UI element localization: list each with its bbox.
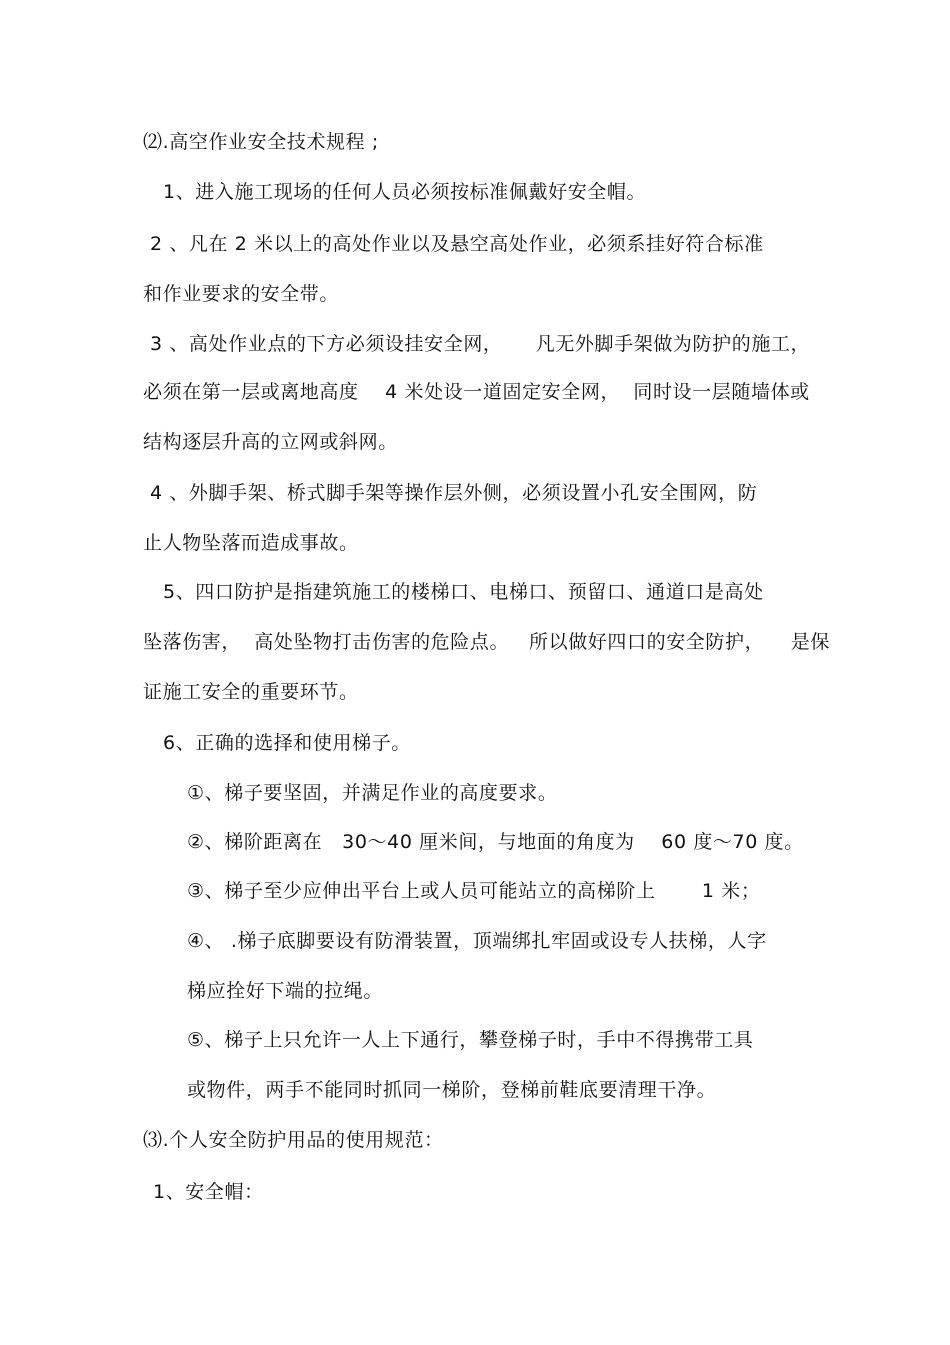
section-heading-2: ⑵.高空作业安全技术规程 ;	[143, 131, 379, 153]
ladder-rule-4-line-2: 梯应拴好下端的拉绳。	[187, 980, 384, 1002]
rule-item-5-line-1: 5、四口防护是指建筑施工的楼梯口、电梯口、预留口、通道口是高处	[163, 581, 764, 603]
rule-item-3-line-1: 3 、高处作业点的下方必须设挂安全网， 凡无外脚手架做为防护的施工，	[150, 333, 811, 355]
rule-item-5-line-3: 证施工安全的重要环节。	[143, 681, 359, 703]
rule-item-6: 6、正确的选择和使用梯子。	[163, 732, 411, 754]
rule-item-4-line-1: 4 、外脚手架、桥式脚手架等操作层外侧，必须设置小孔安全围网，防	[150, 482, 758, 504]
rule-item-2-line-1: 2 、凡在 2 米以上的高处作业以及悬空高处作业，必须系挂好符合标准	[150, 233, 764, 255]
rule-item-4-line-2: 止人物坠落而造成事故。	[143, 532, 359, 554]
ladder-rule-4-line-1: ④、 .梯子底脚要设有防滑装置，顶端绑扎牢固或设专人扶梯，人字	[187, 930, 767, 952]
ladder-rule-2: ②、梯阶距离在 30～40 厘米间，与地面的角度为 60 度～70 度。	[187, 831, 804, 853]
ladder-rule-1: ①、梯子要坚固，并满足作业的高度要求。	[187, 782, 558, 804]
rule-item-3-line-3: 结构逐层升高的立网或斜网。	[143, 431, 398, 453]
rule-item-2-line-2: 和作业要求的安全带。	[143, 283, 340, 305]
rule-item-1: 1、进入施工现场的任何人员必须按标准佩戴好安全帽。	[163, 181, 647, 203]
ladder-rule-3: ③、梯子至少应伸出平台上或人员可能站立的高梯阶上 1 米；	[187, 880, 761, 902]
section-item-helmet: 1、安全帽：	[153, 1181, 264, 1203]
rule-item-5-line-2: 坠落伤害， 高处坠物打击伤害的危险点。 所以做好四口的安全防护， 是保	[143, 631, 830, 653]
ladder-rule-5-line-2: 或物件，两手不能同时抓同一梯阶，登梯前鞋底要清理干净。	[187, 1079, 717, 1101]
rule-item-3-line-2: 必须在第一层或离地高度 4 米处设一道固定安全网， 同时设一层随墙体或	[143, 381, 810, 403]
section-heading-3: ⑶.个人安全防护用品的使用规范：	[143, 1129, 444, 1151]
ladder-rule-5-line-1: ⑤、梯子上只允许一人上下通行，攀登梯子时，手中不得携带工具	[187, 1029, 754, 1051]
